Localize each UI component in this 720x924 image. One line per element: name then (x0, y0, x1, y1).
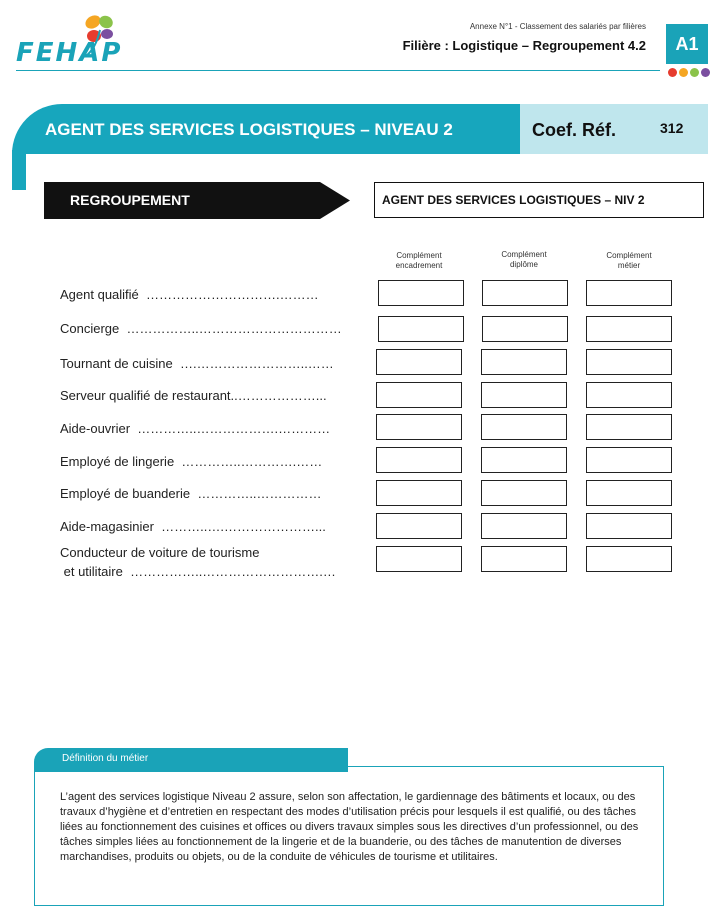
checkbox-encadrement[interactable] (378, 316, 464, 342)
page-title: AGENT DES SERVICES LOGISTIQUES – NIVEAU 2 (45, 120, 453, 139)
regroupement-label: REGROUPEMENT (70, 192, 190, 208)
column-header-metier: Complément métier (606, 251, 652, 270)
annexe-label: Annexe N°1 - Classement des salariés par filières (469, 22, 646, 31)
title-band-tail (12, 150, 26, 190)
definition-tab-label: Définition du métier (62, 753, 149, 764)
row-label: Concierge ……………..…………………………… (60, 321, 342, 336)
checkbox-metier[interactable] (586, 316, 672, 342)
green-dot-icon (690, 68, 699, 77)
coef-value: 312 (660, 120, 684, 136)
checkbox-metier[interactable] (586, 546, 672, 572)
filiere-title: Filière : Logistique – Regroupement 4.2 (402, 38, 646, 53)
purple-dot-icon (701, 68, 710, 77)
checkbox-diplome[interactable] (481, 414, 567, 440)
checkbox-metier[interactable] (586, 280, 672, 306)
checkbox-diplome[interactable] (481, 480, 567, 506)
row-label: Tournant de cuisine ….……………………..…… (60, 356, 334, 371)
checkbox-diplome[interactable] (481, 513, 567, 539)
section-code-badge: A1 (666, 24, 708, 64)
checkbox-encadrement[interactable] (378, 280, 464, 306)
checkbox-encadrement[interactable] (376, 546, 462, 572)
checkbox-metier[interactable] (586, 349, 672, 375)
red-dot-icon (668, 68, 677, 77)
header-divider (16, 70, 660, 71)
regroupement-value: AGENT DES SERVICES LOGISTIQUES – NIV 2 (382, 193, 645, 207)
definition-text: L’agent des services logistique Niveau 2 assure, selon son affectation, le gardiennage des bâtiments et locaux, ou des travaux d’hygiène et d’entretien en respectant des modes d’utilisation précis pour lesquels il est qualifié, ou des tâches liées au fonctionnement des cuisines et offices ou divers travaux simples sous les directives d’un professionnel, ou des tâches simples liées au fonctionnement de la lingerie et de la buanderie, ou des tâches de manutention de diverses marchandises, produits ou objets, ou de la conduite de véhicules de tourisme et utilitaires. (60, 791, 639, 863)
row-label: Serveur qualifié de restaurant..………………... (60, 388, 327, 403)
checkbox-encadrement[interactable] (376, 382, 462, 408)
checkbox-diplome[interactable] (482, 316, 568, 342)
checkbox-encadrement[interactable] (376, 447, 462, 473)
checkbox-encadrement[interactable] (376, 513, 462, 539)
row-label: Agent qualifié ………………………….……… (60, 287, 319, 302)
row-label: Conducteur de voiture de tourisme et utilitaire ……………..……………………….… (60, 545, 336, 579)
checkbox-diplome[interactable] (481, 349, 567, 375)
row-label: Employé de buanderie …………..…………… (60, 486, 322, 501)
checkbox-encadrement[interactable] (376, 480, 462, 506)
checkbox-diplome[interactable] (481, 546, 567, 572)
row-label: Aide-magasinier ………..….…………………... (60, 519, 326, 534)
checkbox-metier[interactable] (586, 414, 672, 440)
checkbox-diplome[interactable] (482, 280, 568, 306)
checkbox-metier[interactable] (586, 480, 672, 506)
logo-text: FEHAP (16, 38, 123, 68)
column-header-encadrement: Complément encadrement (395, 251, 443, 270)
coef-label: Coef. Réf. (532, 120, 617, 140)
column-header-diplome: Complément diplôme (501, 250, 547, 269)
row-label: Aide-ouvrier …………..……………….………… (60, 421, 331, 436)
checkbox-metier[interactable] (586, 513, 672, 539)
checkbox-encadrement[interactable] (376, 349, 462, 375)
checkbox-encadrement[interactable] (376, 414, 462, 440)
checkbox-metier[interactable] (586, 382, 672, 408)
row-label: Employé de lingerie …………..………….…… (60, 454, 323, 469)
orange-dot-icon (679, 68, 688, 77)
checkbox-metier[interactable] (586, 447, 672, 473)
checkbox-diplome[interactable] (481, 447, 567, 473)
checkbox-diplome[interactable] (481, 382, 567, 408)
